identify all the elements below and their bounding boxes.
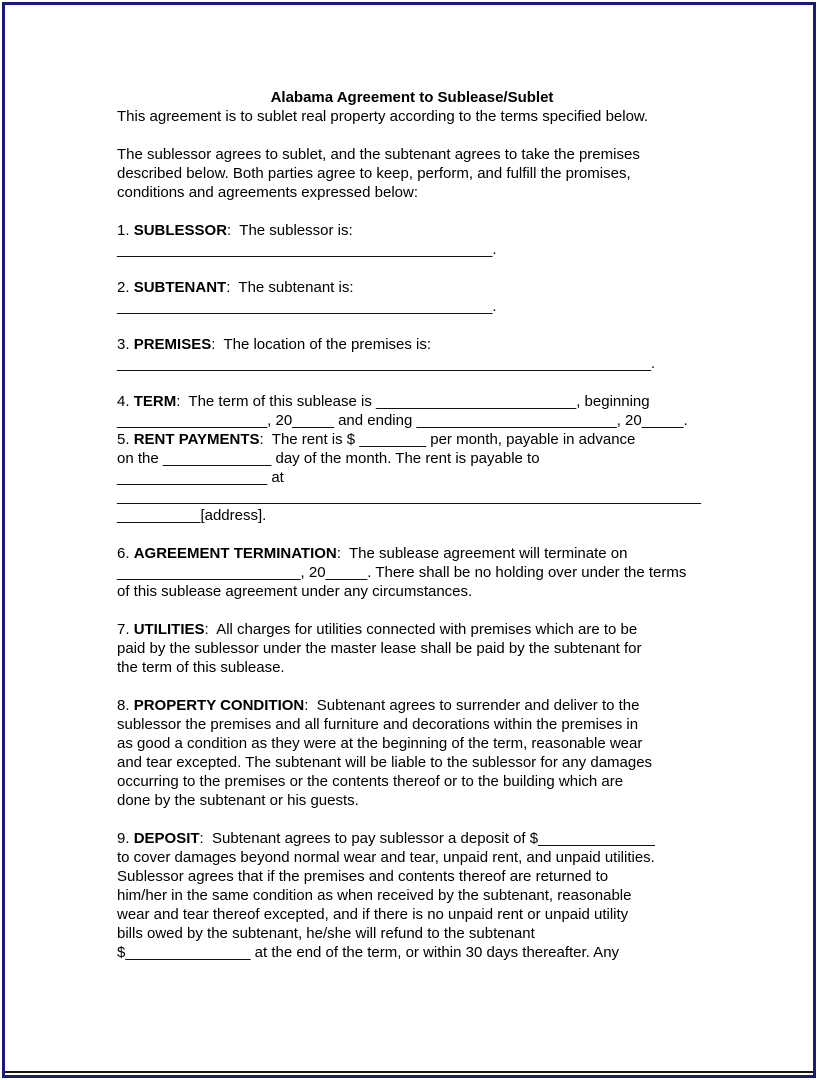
fill-in-blank: _______________ xyxy=(125,944,251,961)
text-segment: day of the month. The rent is payable to xyxy=(271,450,540,467)
section-3-heading xyxy=(117,335,707,354)
text-segment: 4. xyxy=(117,393,134,410)
document-subtitle: This agreement is to sublet real property according to the terms specified below. xyxy=(117,108,649,125)
section-keyword: PREMISES xyxy=(133,336,212,353)
text-segment: , beginning xyxy=(576,393,650,410)
section-8-line-3 xyxy=(117,734,707,753)
section-9-line-3 xyxy=(117,867,707,886)
text-segment: conditions and agreements expressed below: xyxy=(117,184,419,201)
document-title-text: Alabama Agreement to Sublease/Sublet xyxy=(270,89,554,106)
text-segment: : All charges for utilities connected with premises which are to be xyxy=(204,621,638,638)
fill-in-blank: ______________ xyxy=(538,830,655,847)
section-6-line-2 xyxy=(117,563,707,582)
section-9-line-7 xyxy=(117,943,707,962)
text-segment: . xyxy=(492,298,497,315)
document-page xyxy=(117,88,707,962)
blank-spacer-line xyxy=(117,677,707,696)
fill-in-blank: __________ xyxy=(117,507,201,524)
section-5-address-label-line xyxy=(117,506,707,525)
section-2-fill-line xyxy=(117,297,707,316)
section-8-line-6 xyxy=(117,791,707,810)
blank-spacer-line xyxy=(117,525,707,544)
fill-in-blank: ________________________ xyxy=(376,393,577,410)
text-segment: 6. xyxy=(117,545,134,562)
text-segment: as good a condition as they were at the beginning of the term, reasonable wear xyxy=(117,735,643,752)
section-7-line-2 xyxy=(117,639,707,658)
text-segment: , 20 xyxy=(267,412,293,429)
text-segment: : The subtenant is: xyxy=(226,279,354,296)
text-segment: . There shall be no holding over under the terms xyxy=(367,564,687,581)
fill-in-blank: _____ xyxy=(292,412,334,429)
fill-in-blank: ______________________________________________________________________ xyxy=(117,488,701,505)
section-1-heading xyxy=(117,221,707,240)
text-segment: him/her in the same condition as when received by the subtenant, reasonable xyxy=(117,887,632,904)
section-3-fill-line xyxy=(117,354,707,373)
blank-spacer-line xyxy=(117,202,707,221)
section-1-fill-line xyxy=(117,240,707,259)
text-segment: Sublessor agrees that if the premises and contents thereof are returned to xyxy=(117,868,609,885)
section-9-line-1 xyxy=(117,829,707,848)
text-segment: 9. xyxy=(117,830,134,847)
section-7-line-3 xyxy=(117,658,707,677)
fill-in-blank: _____________________________________________ xyxy=(117,241,493,258)
section-8-line-5 xyxy=(117,772,707,791)
section-9-line-2 xyxy=(117,848,707,867)
section-9-line-5 xyxy=(117,905,707,924)
section-keyword: PROPERTY CONDITION xyxy=(133,697,305,714)
section-keyword: AGREEMENT TERMINATION xyxy=(133,545,337,562)
text-segment: at xyxy=(267,469,284,486)
section-8-line-2 xyxy=(117,715,707,734)
text-segment: of this sublease agreement under any circumstances. xyxy=(117,583,473,600)
text-segment: occurring to the premises or the contents thereof or to the building which are xyxy=(117,773,624,790)
text-segment: the term of this sublease. xyxy=(117,659,285,676)
page-bottom-edge-rule xyxy=(5,1071,813,1073)
text-segment: described below. Both parties agree to keep, perform, and fulfill the promises, xyxy=(117,165,631,182)
text-segment: , 20 xyxy=(616,412,642,429)
section-keyword: DEPOSIT xyxy=(133,830,200,847)
text-segment: , 20 xyxy=(300,564,326,581)
text-segment: wear and tear thereof excepted, and if there is no unpaid rent or unpaid utility xyxy=(117,906,629,923)
blank-spacer-line xyxy=(117,373,707,392)
section-5-address-fill-line xyxy=(117,487,707,506)
text-segment: : The sublessor is: xyxy=(227,222,353,239)
text-segment: : The sublease agreement will terminate on xyxy=(336,545,628,562)
section-9-line-4 xyxy=(117,886,707,905)
intro-line-1 xyxy=(117,145,707,164)
text-segment: . xyxy=(650,355,656,372)
section-9-line-6 xyxy=(117,924,707,943)
fill-in-blank: __________________ xyxy=(117,469,268,486)
text-segment: per month, payable in advance xyxy=(426,431,636,448)
section-6-line-1 xyxy=(117,544,707,563)
fill-in-blank: ________________________________________________________________ xyxy=(117,355,651,372)
text-segment: 5. xyxy=(117,431,134,448)
document-body xyxy=(117,126,707,962)
text-segment: 3. xyxy=(117,336,134,353)
fill-in-blank: _____ xyxy=(325,564,368,581)
fill-in-blank: ________________________ xyxy=(416,412,617,429)
text-segment: on the xyxy=(117,450,163,467)
fill-in-blank: ________ xyxy=(359,431,427,448)
blank-spacer-line xyxy=(117,259,707,278)
text-segment: paid by the sublessor under the master lease shall be paid by the subtenant for xyxy=(117,640,642,657)
section-keyword: SUBTENANT xyxy=(133,279,227,296)
text-segment: . xyxy=(683,412,688,429)
section-4-line-2 xyxy=(117,411,707,430)
section-8-line-4 xyxy=(117,753,707,772)
fill-in-blank: _____________ xyxy=(162,450,272,467)
fill-in-blank: ______________________ xyxy=(117,564,301,581)
blank-spacer-line xyxy=(117,601,707,620)
text-segment: and ending xyxy=(333,412,417,429)
text-segment: 7. xyxy=(117,621,134,638)
section-5-line-2 xyxy=(117,449,707,468)
text-segment: at the end of the term, or within 30 days thereafter. Any xyxy=(250,944,620,961)
text-segment: to cover damages beyond normal wear and tear, unpaid rent, and unpaid utilities. xyxy=(117,849,655,866)
text-segment: : The term of this sublease is xyxy=(176,393,376,410)
text-segment: [address]. xyxy=(200,507,267,524)
section-4-line-1 xyxy=(117,392,707,411)
text-segment: 1. xyxy=(117,222,134,239)
text-segment: done by the subtenant or his guests. xyxy=(117,792,359,809)
text-segment: 2. xyxy=(117,279,134,296)
text-segment: : Subtenant agrees to pay sublessor a deposit of $ xyxy=(199,830,539,847)
text-segment: bills owed by the subtenant, he/she will refund to the subtenant xyxy=(117,925,535,942)
section-keyword: TERM xyxy=(133,393,177,410)
text-segment: $ xyxy=(117,944,126,961)
section-7-line-1 xyxy=(117,620,707,639)
section-2-heading xyxy=(117,278,707,297)
section-keyword: UTILITIES xyxy=(133,621,205,638)
fill-in-blank: __________________ xyxy=(117,412,268,429)
text-segment: and tear excepted. The subtenant will be liable to the sublessor for any damages xyxy=(117,754,653,771)
text-segment: sublessor the premises and all furniture and decorations within the premises in xyxy=(117,716,639,733)
intro-line-2 xyxy=(117,164,707,183)
section-5-line-3 xyxy=(117,468,707,487)
section-5-line-1 xyxy=(117,430,707,449)
section-keyword: RENT PAYMENTS xyxy=(133,431,260,448)
blank-spacer-line xyxy=(117,316,707,335)
blank-spacer-line xyxy=(117,126,707,145)
text-segment: : The rent is $ xyxy=(259,431,360,448)
text-segment: The sublessor agrees to sublet, and the subtenant agrees to take the premises xyxy=(117,146,640,163)
text-segment: : Subtenant agrees to surrender and deliver to the xyxy=(304,697,640,714)
document-title xyxy=(117,88,707,107)
fill-in-blank: _____________________________________________ xyxy=(117,298,493,315)
text-segment: . xyxy=(492,241,497,258)
section-8-line-1 xyxy=(117,696,707,715)
section-keyword: SUBLESSOR xyxy=(133,222,228,239)
text-segment: : The location of the premises is: xyxy=(211,336,432,353)
blank-spacer-line xyxy=(117,810,707,829)
fill-in-blank: _____ xyxy=(641,412,684,429)
text-segment: 8. xyxy=(117,697,134,714)
intro-line-3 xyxy=(117,183,707,202)
section-6-line-3 xyxy=(117,582,707,601)
